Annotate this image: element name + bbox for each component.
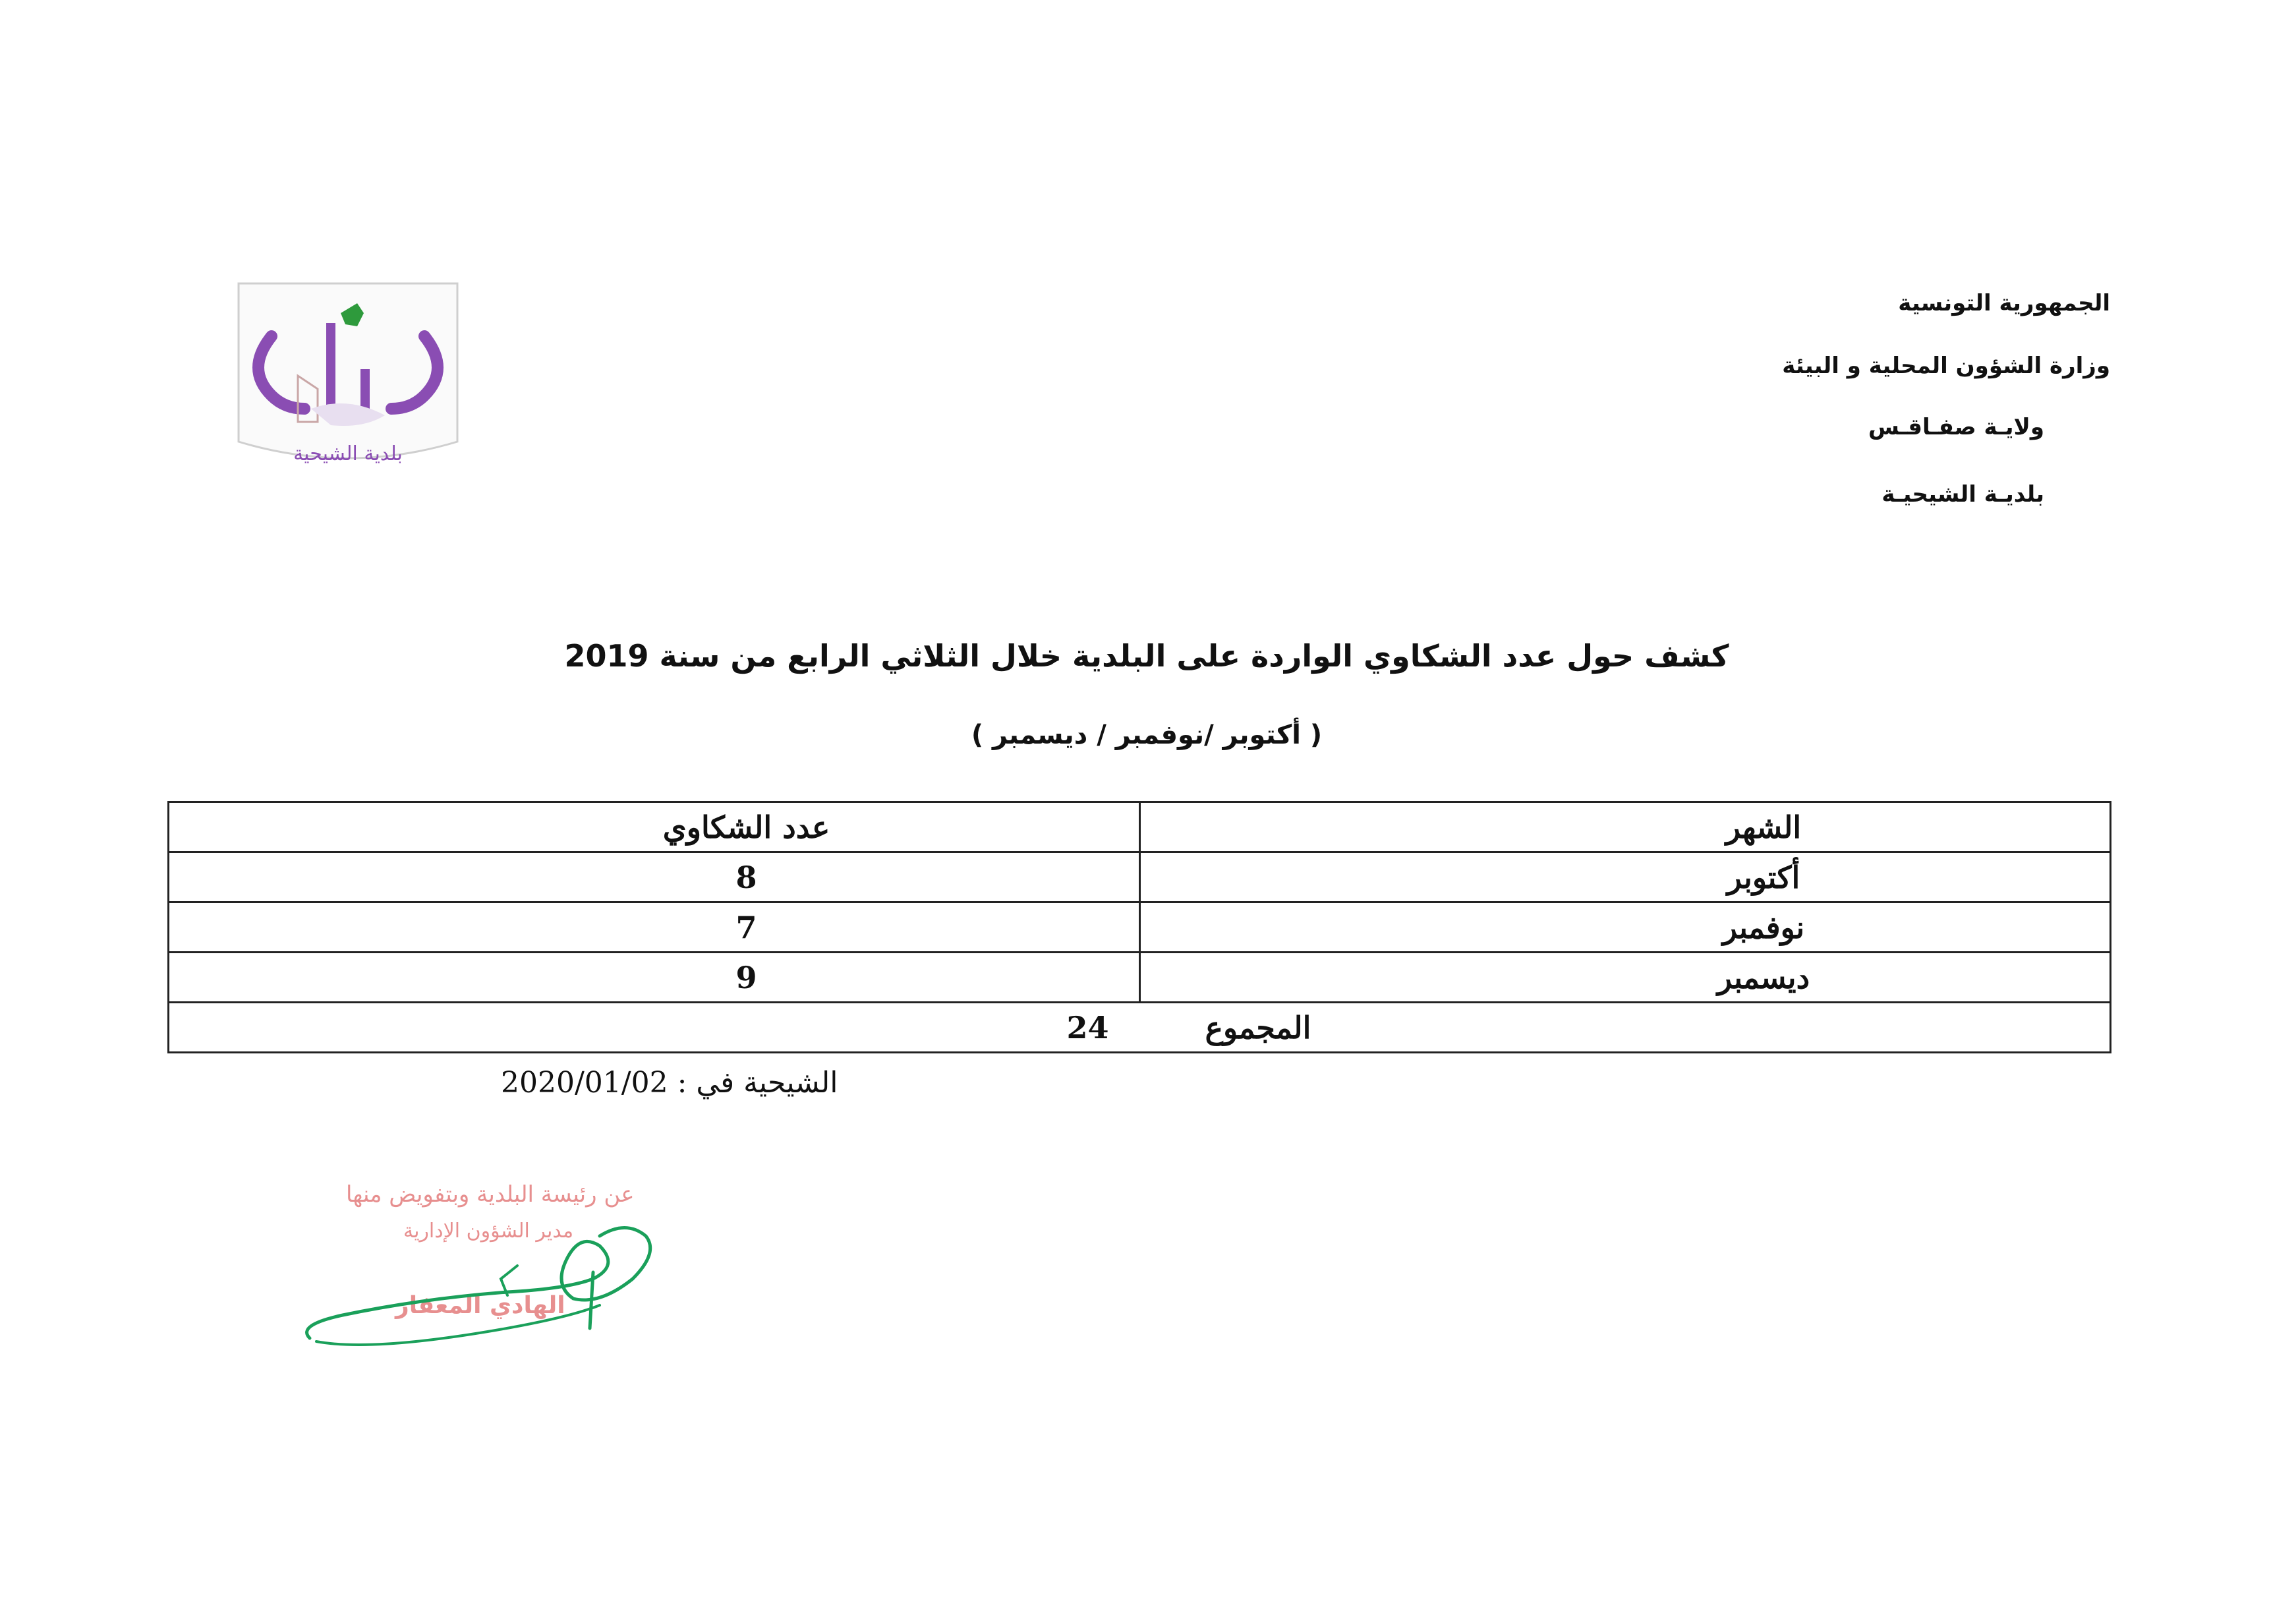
date-line: الشيحية في : 2020/01/02 [501, 1066, 838, 1100]
count-cell: 9 [169, 953, 1140, 1003]
complaints-table [167, 801, 2111, 1053]
document-title: كشف حول عدد الشكاوي الواردة على البلدية خلال الثلاثي الرابع من سنة 2019 [564, 638, 1729, 674]
count-cell: 7 [169, 902, 1140, 953]
total-label: المجموع [1205, 1009, 1311, 1045]
table-row [169, 902, 2111, 953]
header-republic: الجمهورية التونسية [1898, 290, 2110, 316]
month-cell: ديسمبر [1140, 953, 2111, 1003]
count-cell: 8 [169, 852, 1140, 902]
municipality-logo [232, 277, 464, 475]
logo-caption: بلدية الشيحية [293, 442, 403, 465]
header-governorate: ولايـة صفـاقـس [1868, 414, 2044, 440]
document-subtitle: ( أكتوبر /نوفمبر / ديسمبر ) [971, 720, 1323, 750]
header-count: عدد الشكاوي [169, 802, 1140, 852]
total-cell [169, 1003, 2111, 1053]
table-header-row [169, 802, 2111, 852]
stamp-line-1: عن رئيسة البلدية وبتفويض منها [346, 1181, 635, 1208]
total-value: 24 [1066, 1009, 1109, 1045]
stamp-line-3: الهادي المعفار [395, 1292, 565, 1319]
table-total-row [169, 1003, 2111, 1053]
month-cell: نوفمبر [1140, 902, 2111, 953]
table-row [169, 852, 2111, 902]
table-row [169, 953, 2111, 1003]
stamp-line-2: مدير الشؤون الإدارية [403, 1220, 574, 1243]
header-ministry: وزارة الشؤون المحلية و البيئة [1782, 353, 2110, 379]
header-month: الشهر [1140, 802, 2111, 852]
month-cell: أكتوبر [1140, 852, 2111, 902]
header-municipality: بلديـة الشيحيـة [1881, 481, 2044, 508]
signature [290, 1173, 751, 1371]
